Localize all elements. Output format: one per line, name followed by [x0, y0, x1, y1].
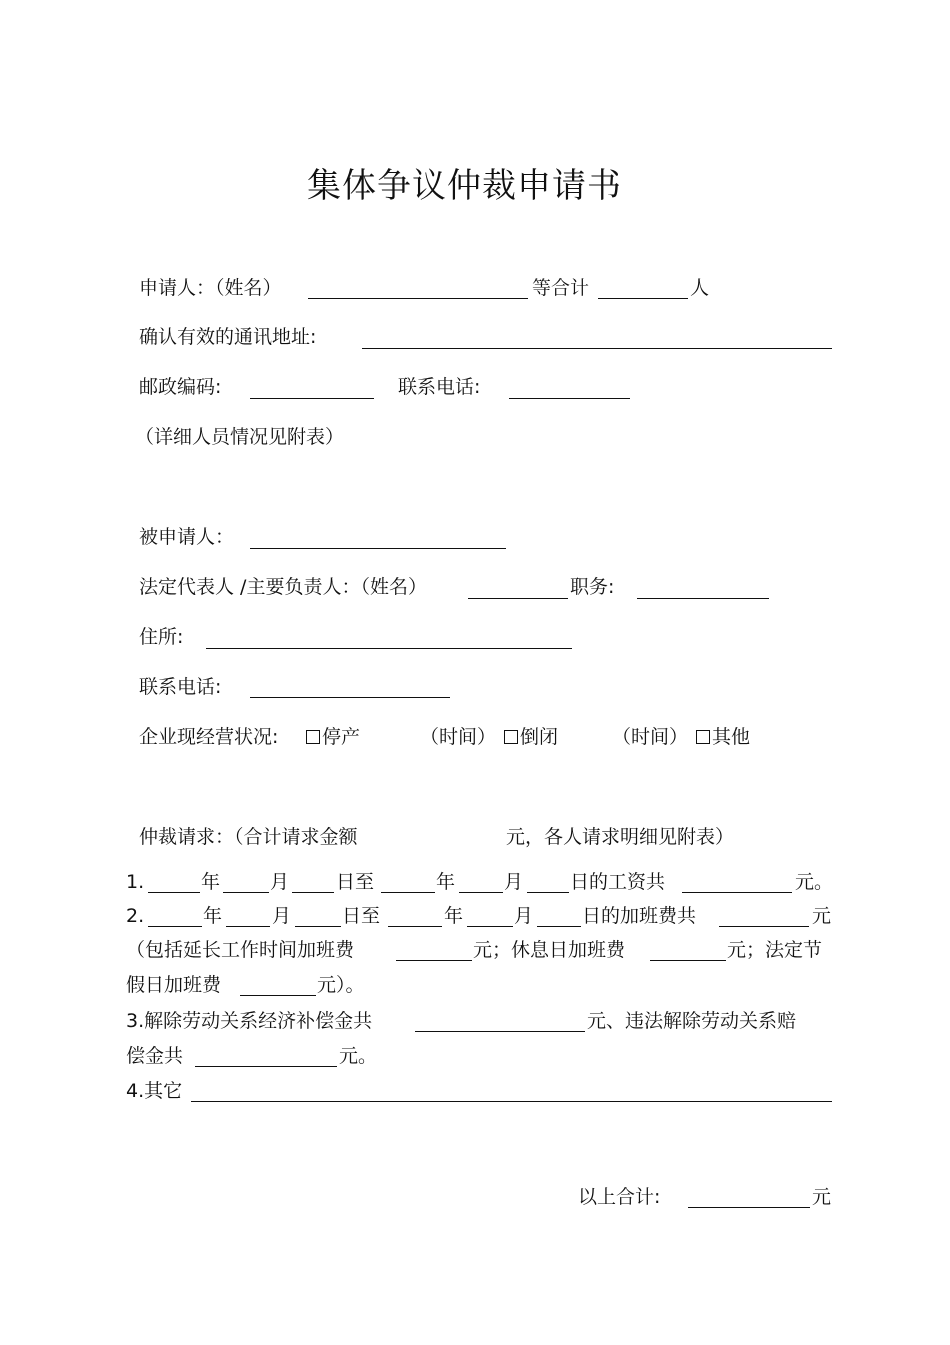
item3-compensation-label: 3.解除劳动关系经济补偿金共 — [126, 1010, 373, 1032]
item3-unit: 元。 — [339, 1045, 378, 1067]
item2-unit: 元 — [812, 905, 832, 927]
applicant-total-label: 等合计 — [532, 277, 590, 299]
item2-end-year-label: 年 — [444, 905, 464, 927]
status-option-suspended[interactable] — [306, 725, 360, 749]
legal-rep-name-field[interactable] — [468, 598, 568, 599]
status-suspended-text: 停产 — [322, 726, 361, 748]
applicant-phone-field[interactable] — [509, 398, 630, 399]
checkbox-other[interactable] — [696, 730, 710, 744]
item1-wage-amount-field[interactable] — [682, 892, 792, 893]
item2-start-year-field[interactable] — [148, 926, 202, 927]
item2-restday-amount-field[interactable] — [650, 960, 726, 961]
status-time-label-1: （时间） — [420, 726, 497, 748]
item2-to-label: 日至 — [342, 905, 381, 927]
applicant-person-unit: 人 — [690, 277, 710, 299]
legal-rep-label: 法定代表人 /主要负责人：（姓名） — [139, 576, 427, 598]
applicant-name-field[interactable] — [308, 298, 528, 299]
item3-damages-amount-field[interactable] — [195, 1066, 337, 1067]
item2-month-label: 月 — [272, 905, 292, 927]
item2-overtime-amount-field[interactable] — [719, 926, 809, 927]
respondent-name-field[interactable] — [250, 548, 506, 549]
item2-holiday-label-cont: 假日加班费 — [126, 974, 222, 996]
total-unit: 元 — [812, 1186, 832, 1208]
applicant-label: 申请人：（姓名） — [139, 277, 282, 299]
checkbox-suspended[interactable] — [306, 730, 320, 744]
item1-end-month-label: 月 — [504, 871, 524, 893]
item2-start-month-field[interactable] — [226, 926, 270, 927]
item1-wage-label: 日的工资共 — [570, 871, 666, 893]
item3-compensation-amount-field[interactable] — [415, 1031, 585, 1032]
item1-start-day-field[interactable] — [292, 892, 334, 893]
checkbox-closed[interactable] — [504, 730, 518, 744]
request-intro-left: 仲裁请求：（合计请求金额 — [139, 826, 358, 848]
position-label: 职务: — [570, 576, 615, 598]
item1-unit: 元。 — [795, 871, 834, 893]
applicant-count-field[interactable] — [598, 298, 688, 299]
item4-other-label: 4.其它 — [126, 1080, 183, 1102]
applicant-note: （详细人员情况见附表） — [135, 426, 345, 448]
item2-holiday-unit: 元）。 — [317, 974, 365, 996]
item1-end-month-field[interactable] — [459, 892, 503, 893]
residence-field[interactable] — [206, 648, 572, 649]
item2-extended-amount-field[interactable] — [396, 960, 472, 961]
item2-end-month-field[interactable] — [467, 926, 513, 927]
item1-end-day-field[interactable] — [527, 892, 569, 893]
item1-end-year-field[interactable] — [381, 892, 435, 893]
postcode-label: 邮政编码: — [139, 376, 222, 398]
applicant-phone-label: 联系电话: — [398, 376, 481, 398]
respondent-label: 被申请人： — [139, 526, 235, 548]
respondent-phone-label: 联系电话: — [139, 676, 222, 698]
item2-holiday-amount-field[interactable] — [240, 995, 316, 996]
position-field[interactable] — [637, 598, 769, 599]
postcode-field[interactable] — [250, 398, 374, 399]
residence-label: 住所: — [139, 626, 184, 648]
total-amount-field[interactable] — [688, 1207, 810, 1208]
item3-damages-label: 元、违法解除劳动关系赔 — [587, 1010, 797, 1032]
item2-extended-label: （包括延长工作时间加班费 — [126, 939, 355, 961]
respondent-phone-field[interactable] — [250, 697, 450, 698]
item1-start-year-field[interactable] — [148, 892, 200, 893]
status-other-text: 其他 — [712, 726, 751, 748]
status-closed-text: 倒闭 — [520, 726, 559, 748]
total-label: 以上合计: — [578, 1186, 661, 1208]
page-title: 集体争议仲裁申请书 — [307, 166, 622, 206]
item2-holiday-label: 元；法定节 — [727, 939, 823, 961]
item2-end-year-field[interactable] — [388, 926, 442, 927]
item4-other-field[interactable] — [191, 1101, 832, 1102]
item1-month-label: 月 — [270, 871, 290, 893]
item1-start-month-field[interactable] — [223, 892, 269, 893]
status-option-closed[interactable] — [504, 725, 558, 749]
item2-year-label: 年 — [203, 905, 223, 927]
business-status-label: 企业现经营状况: — [139, 726, 279, 748]
item3-damages-label-cont: 偿金共 — [126, 1045, 184, 1067]
item2-start-day-field[interactable] — [295, 926, 341, 927]
address-field[interactable] — [362, 348, 832, 349]
item2-number: 2. — [126, 905, 145, 927]
request-intro-right: 元，各人请求明细见附表） — [506, 826, 735, 848]
status-time-label-2: （时间） — [612, 726, 689, 748]
address-label: 确认有效的通讯地址: — [139, 326, 317, 348]
item2-overtime-label: 日的加班费共 — [582, 905, 697, 927]
item1-number: 1. — [126, 871, 145, 893]
item2-end-day-field[interactable] — [537, 926, 581, 927]
item1-to-label: 日至 — [336, 871, 375, 893]
item2-end-month-label: 月 — [514, 905, 534, 927]
status-option-other[interactable] — [696, 725, 750, 749]
item1-end-year-label: 年 — [436, 871, 456, 893]
item2-restday-label: 元；休息日加班费 — [473, 939, 626, 961]
item1-year-label: 年 — [201, 871, 221, 893]
